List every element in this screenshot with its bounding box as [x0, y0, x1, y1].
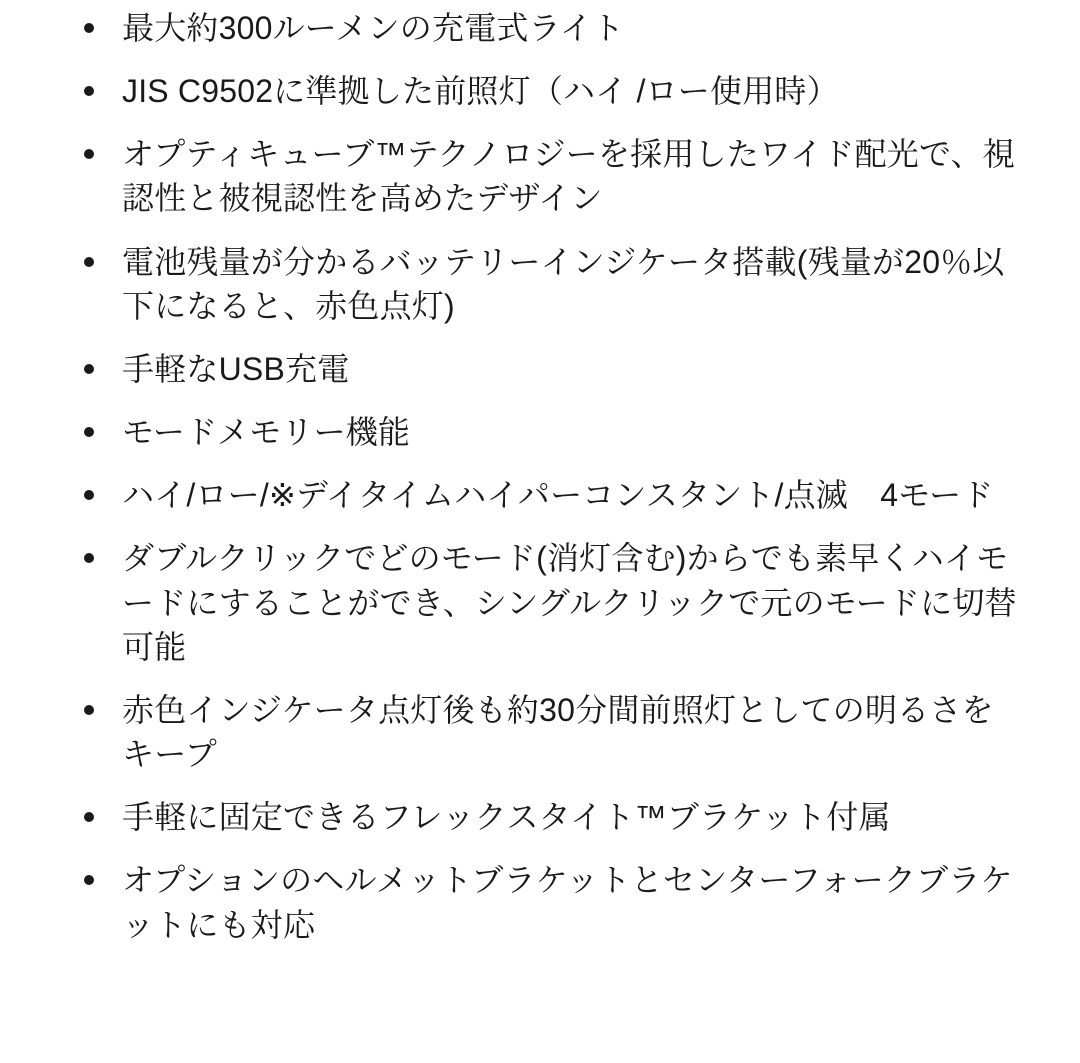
bullet-icon [84, 149, 94, 159]
list-item-text: JIS C9502に準拠した前照灯（ハイ /ロー使用時） [122, 73, 839, 110]
bullet-icon [84, 875, 94, 885]
list-item [60, 473, 1020, 517]
list-item [60, 536, 1020, 668]
list-item [60, 858, 1020, 946]
list-item-text: ハイ/ロー/※デイタイムハイパーコンスタント/点滅 4モード [122, 477, 994, 514]
list-item [60, 6, 1020, 50]
list-item [60, 347, 1020, 391]
bullet-icon [84, 257, 94, 267]
list-item [60, 132, 1020, 220]
list-item [60, 688, 1020, 776]
list-item-text: モードメモリー機能 [122, 414, 411, 451]
bullet-icon [84, 812, 94, 822]
list-item-text: 手軽なUSB充電 [122, 350, 350, 387]
list-item [60, 240, 1020, 328]
feature-list [60, 6, 1020, 947]
list-item [60, 69, 1020, 113]
list-item-text: 手軽に固定できるフレックスタイト™ブラケット付属 [122, 799, 891, 836]
list-item-text: ダブルクリックでどのモード(消灯含む)からでも素早くハイモードにすることができ、シングルクリックで元のモードに切替可能 [122, 540, 1017, 665]
list-item-text: オプションのヘルメットブラケットとセンターフォークブラケットにも対応 [122, 862, 1013, 943]
bullet-icon [84, 86, 94, 96]
bullet-icon [84, 553, 94, 563]
bullet-icon [84, 23, 94, 33]
bullet-icon [84, 705, 94, 715]
bullet-icon [84, 427, 94, 437]
list-item [60, 795, 1020, 839]
bullet-icon [84, 490, 94, 500]
list-item-text: 電池残量が分かるバッテリーインジケータ搭載(残量が20％以下になると、赤色点灯) [122, 243, 1005, 324]
list-item-text: 赤色インジケータ点灯後も約30分間前照灯としての明るさをキープ [122, 691, 994, 773]
list-item-text: 最大約300ルーメンの充電式ライト [122, 10, 625, 46]
list-item [60, 410, 1020, 454]
bullet-icon [84, 364, 94, 374]
list-item-text: オプティキューブ™テクノロジーを採用したワイド配光で、視認性と被視認性を高めたデザイン [122, 136, 1015, 217]
